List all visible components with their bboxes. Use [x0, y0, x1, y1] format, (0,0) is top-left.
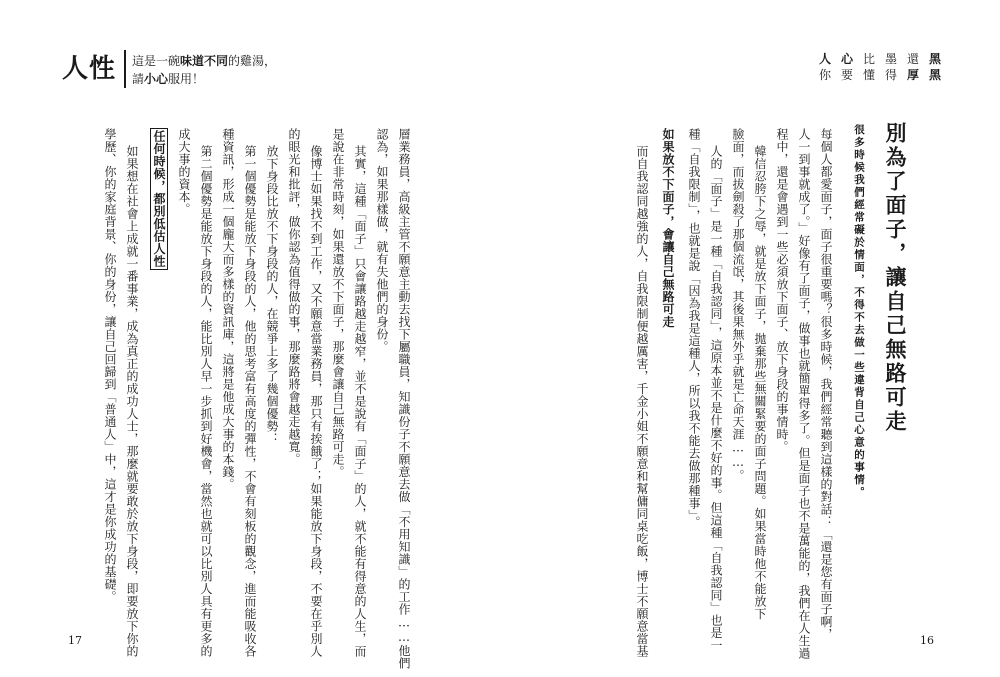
paragraph-line: 人的「面子」是一種「自我認同」，這原本並不是什麼不好的事。但這種「自我認同」也是一: [709, 145, 723, 652]
header-divider: [124, 50, 126, 88]
section-heading: 如果放不下面子，會讓自己無路可走: [661, 128, 675, 328]
motto-char: 黑: [928, 68, 941, 82]
paragraph-line: 種「自我限制」，也就是說「因為我是這種人，所以我不能去做那種事」。: [687, 128, 701, 529]
page-number-left: 17: [68, 634, 82, 647]
motto-char: 得: [884, 68, 897, 82]
paragraph-line: 第一個優勢是能放下身段的人，他的思考富有高度的彈性，不會有刻板的觀念，進而能吸收各: [243, 145, 257, 658]
series-tagline-line2: 請小心服用！: [132, 72, 205, 86]
motto-char: 要: [840, 68, 853, 82]
paragraph-line: 學歷、你的家庭背景、你的身份，讓自己回歸到「普通人」中，這才是你成功的基礎。: [103, 128, 117, 603]
book-series-title: 人性: [62, 54, 117, 84]
motto-char: 比: [862, 52, 875, 66]
motto-char: 心: [840, 52, 853, 66]
paragraph-line: 韓信忍胯下之辱，就是放下面子，拋棄那些無關緊要的面子問題。如果當時他不能放下: [753, 145, 767, 620]
paragraph-line: 是說在非常時刻，如果還放不下面子，那麼會讓自己無路可走。: [331, 128, 345, 478]
paragraph-line: 如果想在社會上成就一番事業，成為真正的成功人士，那麼就要敢於放下身段，即要放下你的: [125, 145, 139, 658]
motto-char: 人: [818, 52, 831, 66]
paragraph-line: 像博士如果找不到工作，又不願意當業務員，那只有挨餓了；如果能放下身段，不要在乎別人: [309, 145, 323, 658]
series-tagline-line1: 這是一碗味道不同的雞湯，: [132, 54, 277, 68]
motto-char: 還: [906, 52, 919, 66]
paragraph-line: 第二個優勢是能放下身段的人，能比別人早一步抓到好機會，當然也就可以比別人具有更多的: [199, 145, 213, 658]
paragraph-line: 認為，如果那樣做，就有失他們的身份。: [375, 128, 389, 353]
motto-char: 墨: [884, 52, 897, 66]
page-number-right: 16: [920, 634, 934, 647]
chapter-title: 別為了面子，讓自己無路可走: [883, 122, 908, 434]
paragraph-line: 其實，這種「面子」只會讓路越走越窄，並不是說有「面子」的人，就不能有得意的人生，而: [353, 145, 367, 658]
section-heading-boxed: 任何時候，都別低估人性: [152, 130, 166, 268]
paragraph-line: 放下身段比放不下身段的人，在競爭上多了幾個優勢：: [265, 145, 279, 445]
paragraph-line: 人一到事就成了。」好像有了面子，做事也就簡單得多了。但是面子也不是萬能的，我們在人生過: [797, 128, 811, 660]
paragraph-line: 臉面，而拔劍殺了那個流氓，其後果無外乎就是亡命天涯……。: [731, 128, 745, 482]
paragraph-line: 而自我認同越強的人，自我限制便越厲害，千金小姐不願意和幫傭同桌吃飯，博士不願意當基: [635, 145, 649, 658]
paragraph-line: 種資訊，形成一個龐大而多樣的資訊庫，這將是他成大事的本錢。: [221, 128, 235, 491]
paragraph-line: 的眼光和批評，做你認為值得做的事，那麼路將會越走越寬。: [287, 128, 301, 466]
chapter-subtitle: 很多時候我們經常礙於情面，不得不去做一些違背自己心意的事情。: [853, 124, 865, 499]
paragraph-line: 每個人都愛面子，面子很重要嗎？很多時候，我們經常聽到這樣的對話：「還是您有面子啊，: [819, 128, 833, 641]
motto-char: 你: [818, 68, 831, 82]
paragraph-line: 層業務員，高級主管不願意主動去找下屬職員，知識份子不願意去做「不用知識」的工作……他們: [397, 128, 411, 670]
motto-char: 黑: [928, 52, 941, 66]
paragraph-line: 程中，還是會遇到一些必須放下面子、放下身段的事情時。: [775, 128, 789, 453]
motto-char: 懂: [862, 68, 875, 82]
motto-char: 厚: [906, 68, 919, 82]
paragraph-line: 成大事的資本。: [177, 128, 191, 216]
